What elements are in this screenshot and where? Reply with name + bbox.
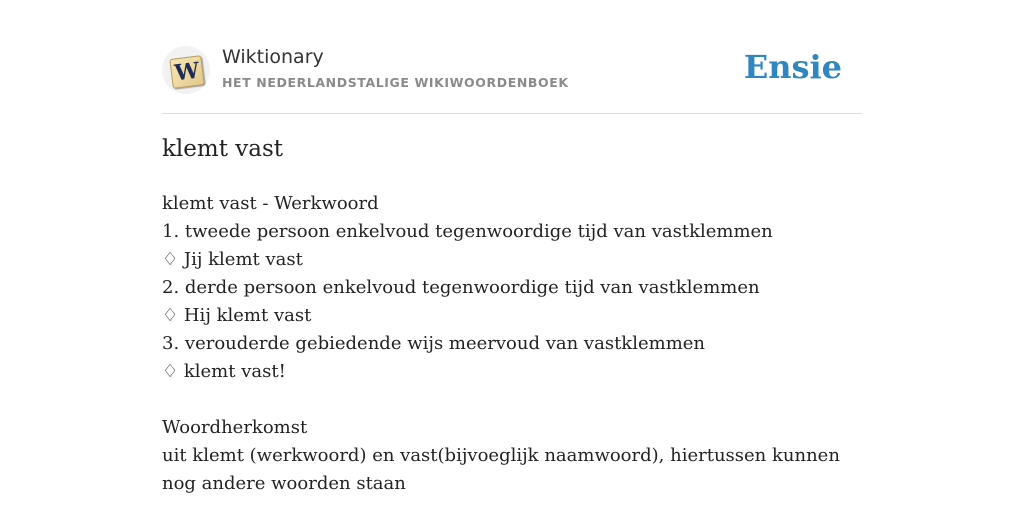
example-line: ♢ Jij klemt vast (162, 249, 303, 270)
definition-line: 2. derde persoon enkelvoud tegenwoordige tijd van vastklemmen (162, 277, 760, 298)
example-line: ♢ klemt vast! (162, 361, 286, 382)
logo-tile (169, 55, 204, 89)
entry-content (162, 190, 862, 498)
ensie-brand-link[interactable]: Ensie (743, 48, 842, 86)
definition-line: 1. tweede persoon enkelvoud tegenwoordige tijd van vastklemmen (162, 221, 773, 242)
definition-line: 3. verouderde gebiedende wijs meervoud van vastklemmen (162, 333, 706, 354)
logo-letter: W (173, 57, 201, 87)
wiktionary-logo-icon[interactable] (162, 46, 210, 94)
example-line: ♢ Hij klemt vast (162, 305, 312, 326)
entry-heading: klemt vast - Werkwoord (162, 193, 379, 214)
site-header (162, 44, 862, 100)
site-subtitle: HET NEDERLANDSTALIGE WIKIWOORDENBOEK (222, 75, 569, 90)
blank-spacer (162, 386, 862, 414)
site-name[interactable]: Wiktionary (222, 46, 324, 68)
etymology-text: uit klemt (werkwoord) en vast(bijvoeglijk naamwoord), hiertussen kunnen nog andere woorden staan (162, 445, 840, 494)
header-divider (162, 113, 862, 114)
etymology-heading: Woordherkomst (162, 417, 308, 438)
page-title: klemt vast (162, 136, 284, 162)
